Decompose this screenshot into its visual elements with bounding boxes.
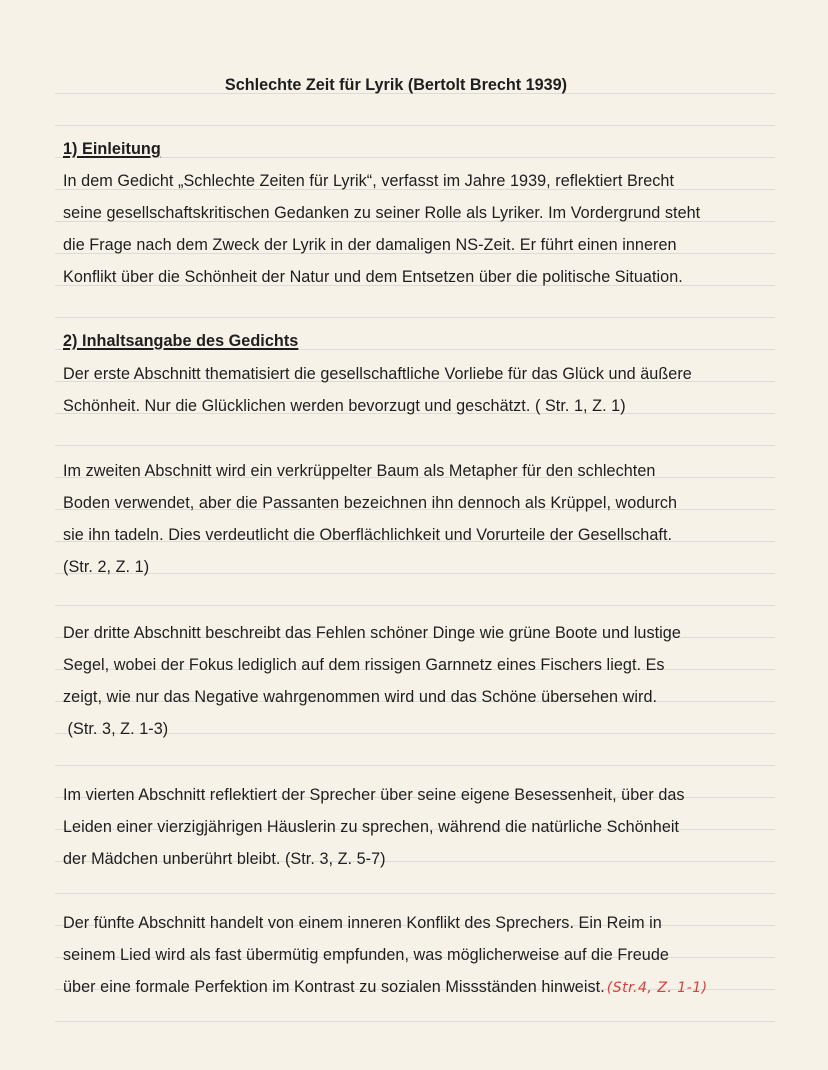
- text-line: der Mädchen unberührt bleibt. (Str. 3, Z. 5-7): [63, 850, 386, 868]
- text-line: zeigt, wie nur das Negative wahrgenommen wird und das Schöne übersehen wird.: [63, 688, 658, 706]
- text-line: Im vierten Abschnitt reflektiert der Sprecher über seine eigene Besessenheit, über das: [63, 786, 685, 804]
- text-line: (Str. 3, Z. 1-3): [63, 720, 169, 738]
- text-line: Im zweiten Abschnitt wird ein verkrüppelter Baum als Metapher für den schlechten: [63, 462, 656, 480]
- ruled-line: [55, 317, 775, 318]
- ruled-line: [55, 125, 775, 126]
- section-heading-summary: 2) Inhaltsangabe des Gedichts: [63, 332, 299, 350]
- text-line: Boden verwendet, aber die Passanten bezeichnen ihn dennoch als Krüppel, wodurch: [63, 494, 678, 512]
- text-line: Der dritte Abschnitt beschreibt das Fehlen schöner Dinge wie grüne Boote und lustige: [63, 624, 681, 642]
- ruled-line: [55, 445, 775, 446]
- handwritten-citation: (Str.4, Z. 1-1): [606, 980, 708, 996]
- text-line: Schönheit. Nur die Glücklichen werden bevorzugt und geschätzt. ( Str. 1, Z. 1): [63, 397, 626, 415]
- section-heading-introduction: 1) Einleitung: [63, 140, 161, 158]
- page-title: Schlechte Zeit für Lyrik (Bertolt Brecht 1939): [224, 76, 568, 94]
- ruled-line: [55, 1021, 775, 1022]
- text-line: Der fünfte Abschnitt handelt von einem inneren Konflikt des Sprechers. Ein Reim in: [63, 914, 662, 932]
- ruled-line: [55, 765, 775, 766]
- text-line: seinem Lied wird als fast übermütig empfunden, was möglicherweise auf die Freude: [63, 946, 669, 964]
- ruled-line: [55, 893, 775, 894]
- text-line-with-note: [63, 977, 708, 998]
- text-line: über eine formale Perfektion im Kontrast zu sozialen Missständen hinweist.: [63, 978, 605, 996]
- text-line: (Str. 2, Z. 1): [63, 558, 150, 576]
- ruled-line: [55, 157, 775, 158]
- ruled-line: [55, 573, 775, 574]
- text-line: In dem Gedicht „Schlechte Zeiten für Lyrik“, verfasst im Jahre 1939, reflektiert Brecht: [63, 172, 675, 190]
- ruled-line: [55, 605, 775, 606]
- text-line: die Frage nach dem Zweck der Lyrik in der damaligen NS-Zeit. Er führt einen inneren: [63, 236, 677, 254]
- text-line: Der erste Abschnitt thematisiert die gesellschaftliche Vorliebe für das Glück und äußere: [63, 365, 692, 383]
- text-line: Leiden einer vierzigjährigen Häuslerin zu sprechen, während die natürliche Schönheit: [63, 818, 680, 836]
- text-line: seine gesellschaftskritischen Gedanken zu seiner Rolle als Lyriker. Im Vordergrund steht: [63, 204, 701, 222]
- text-line: Segel, wobei der Fokus lediglich auf dem rissigen Garnnetz eines Fischers liegt. Es: [63, 656, 665, 674]
- text-line: sie ihn tadeln. Dies verdeutlicht die Oberflächlichkeit und Vorurteile der Gesellschaft.: [63, 526, 673, 544]
- text-line: Konflikt über die Schönheit der Natur und dem Entsetzen über die politische Situation.: [63, 268, 683, 286]
